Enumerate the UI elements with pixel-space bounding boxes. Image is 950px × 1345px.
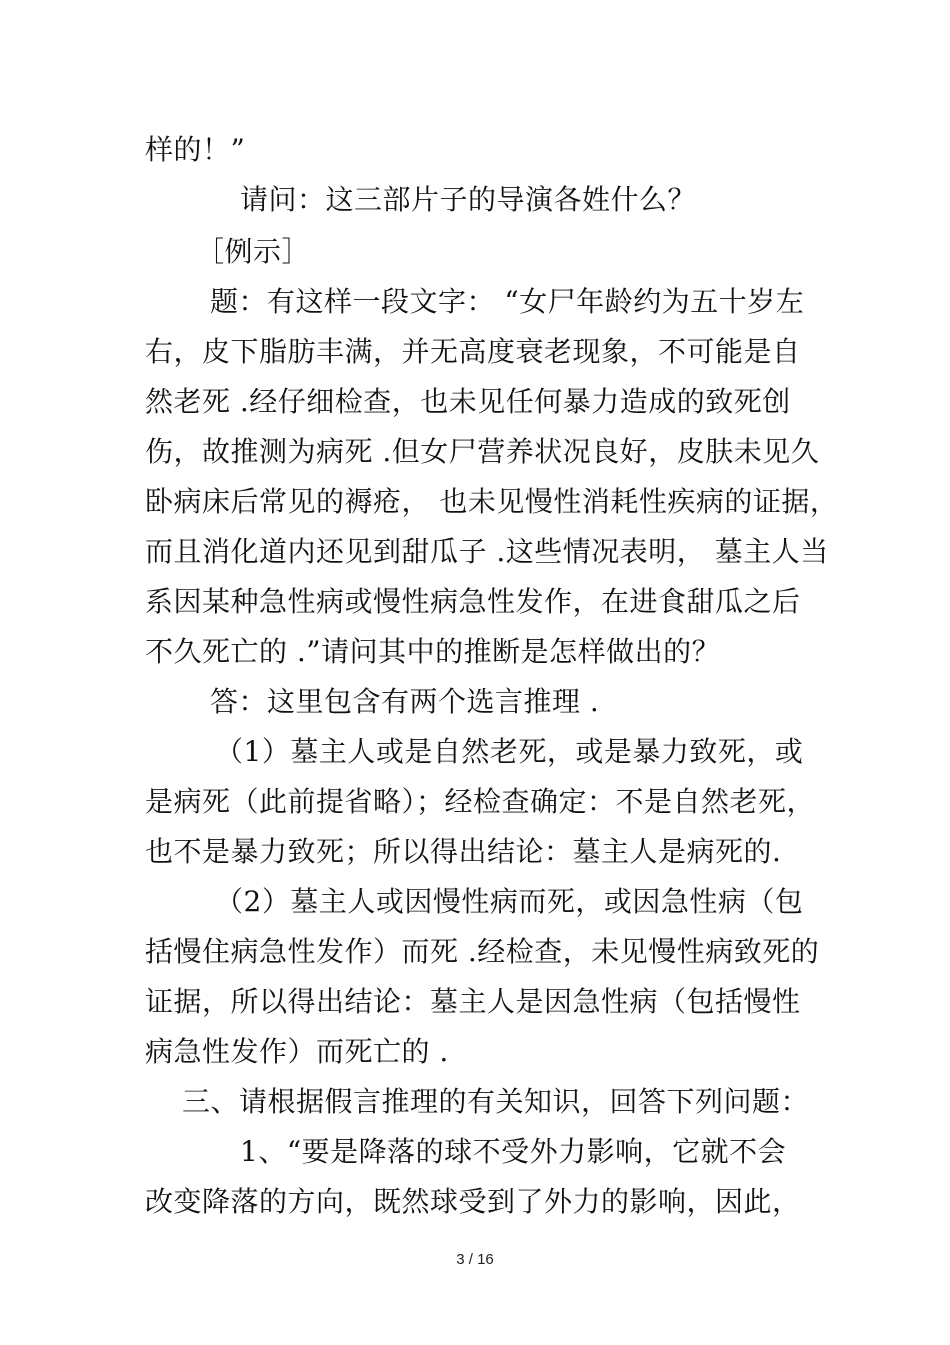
text-line-7: 伤，故推测为病死 .但女尸营养状况良好，皮肤未见久	[145, 435, 820, 468]
text-line-20: 三、请根据假言推理的有关知识，回答下列问题：	[182, 1085, 810, 1118]
text-line-21: 1、“要是降落的球不受外力影响，它就不会	[240, 1135, 787, 1168]
text-line-4: 题：有这样一段文字： “女尸年龄约为五十岁左	[210, 285, 805, 318]
text-line-8: 卧病床后常见的褥疮， 也未见慢性消耗性疾病的证据，	[145, 485, 839, 518]
text-line-17: 括慢住病急性发作）而死 .经检查，未见慢性病致死的	[145, 935, 820, 968]
text-line-14: 是病死（此前提省略）；经检查确定：不是自然老死，	[145, 785, 816, 818]
text-line-11: 不久死亡的 .”请问其中的推断是怎样做出的？	[145, 635, 721, 668]
text-line-18: 证据，所以得出结论：墓主人是因急性病（包括慢性	[145, 985, 801, 1018]
text-line-5: 右，皮下脂肪丰满，并无高度衰老现象，不可能是自	[145, 335, 801, 368]
text-line-6: 然老死 .经仔细检查，也未见任何暴力造成的致死创	[145, 385, 791, 418]
text-line-13: （1）墓主人或是自然老死，或是暴力致死，或	[215, 735, 804, 768]
text-line-16: （2）墓主人或因慢性病而死，或因急性病（包	[215, 885, 804, 918]
page-number: 3 / 16	[456, 1251, 494, 1268]
text-line-2: 请问：这三部片子的导演各姓什么？	[240, 183, 697, 216]
text-line-10: 系因某种急性病或慢性病急性发作，在进食甜瓜之后	[145, 585, 801, 618]
text-line-12: 答：这里包含有两个选言推理 .	[210, 685, 600, 718]
text-line-19: 病急性发作）而死亡的 .	[145, 1035, 449, 1068]
text-line-22: 改变降落的方向，既然球受到了外力的影响，因此，	[145, 1185, 801, 1218]
text-line-1: 样的！”	[145, 133, 246, 166]
text-line-3: ［例示］	[196, 235, 311, 268]
text-line-15: 也不是暴力致死；所以得出结论：墓主人是病死的.	[145, 835, 782, 868]
text-line-9: 而且消化道内还见到甜瓜子 .这些情况表明， 墓主人当	[145, 535, 829, 568]
